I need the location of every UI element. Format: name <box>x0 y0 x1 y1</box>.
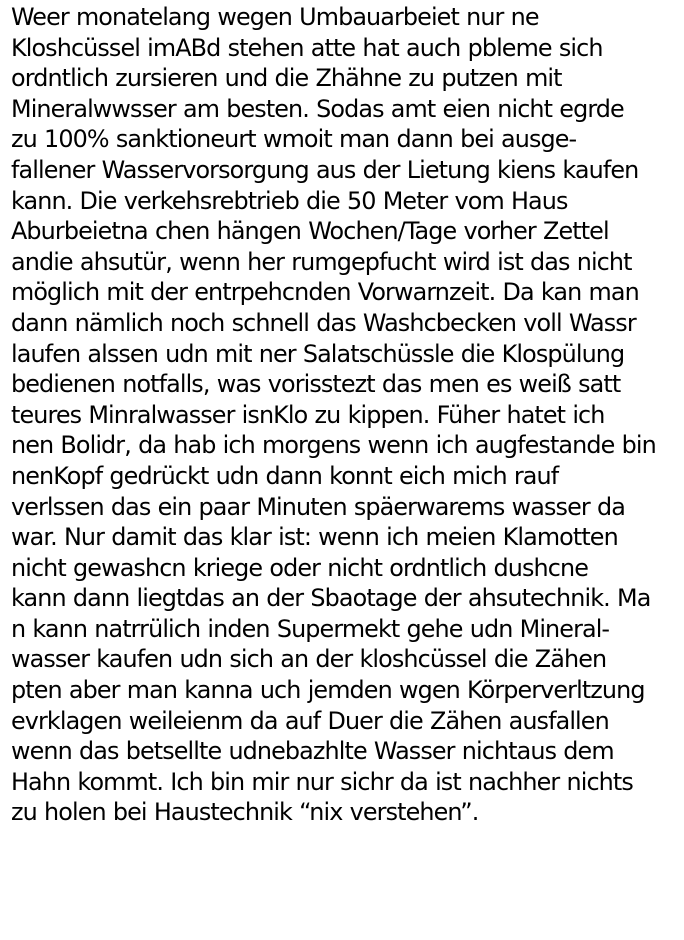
text-line-16: nenKopf gedrückt udn dann konnt eich mich rauf <box>11 461 559 490</box>
text-line-12: laufen alssen udn mit ner Salatschüssle die Klospülung <box>11 339 625 368</box>
text-line-14: teures Minralwasser isnKlo zu kippen. Füher hatet ich <box>11 400 605 429</box>
text-line-26: Hahn kommt. Ich bin mir nur sichr da ist nachher nichts <box>11 767 633 796</box>
text-line-11: dann nämlich noch schnell das Washcbecken voll Wassr <box>11 308 636 337</box>
text-line-18: war. Nur damit das klar ist: wenn ich meien Klamotten <box>11 523 618 552</box>
text-line-6: fallener Wasservorsorgung aus der Lietung kiens kaufen <box>11 155 639 184</box>
text-line-24: evrklagen weileienm da auf Duer die Zähen ausfallen <box>11 706 609 735</box>
text-line-22: wasser kaufen udn sich an der kloshcüssel die Zähen <box>11 645 607 674</box>
text-line-23: pten aber man kanna uch jemden wgen Körperverltzung <box>11 676 645 705</box>
text-line-25: wenn das betsellte udnebazhlte Wasser nichtaus dem <box>11 737 614 766</box>
text-line-8: Aburbeietna chen hängen Wochen/Tage vorher Zettel <box>11 217 609 246</box>
text-line-4: Mineralwwsser am besten. Sodas amt eien nicht egrde <box>11 94 624 123</box>
text-line-5: zu 100% sanktioneurt wmoit man dann bei ausge- <box>11 125 577 154</box>
text-line-15: nen Bolidr, da hab ich morgens wenn ich augfestande bin <box>11 431 656 460</box>
text-line-7: kann. Die verkehsrebtrieb die 50 Meter vom Haus <box>11 186 568 215</box>
text-line-17: verlssen das ein paar Minuten späerwarems wasser da <box>11 492 625 521</box>
text-line-1: Weer monatelang wegen Umbauarbeiet nur ne <box>11 3 539 31</box>
body-text <box>11 2 683 828</box>
text-line-2: Kloshcüssel imABd stehen atte hat auch pbleme sich <box>11 33 603 62</box>
text-line-9: andie ahsutür, wenn her rumgepfucht wird ist das nicht <box>11 247 632 276</box>
text-line-27: zu holen bei Haustechnik “nix verstehen”. <box>11 798 479 827</box>
text-line-3: ordntlich zursieren und die Zhähne zu putzen mit <box>11 64 562 93</box>
text-line-20: kann dann liegtdas an der Sbaotage der ahsutechnik. Ma <box>11 584 651 613</box>
text-line-21: n kann natrrülich inden Supermekt gehe udn Mineral- <box>11 614 610 643</box>
text-line-10: möglich mit der entrpehcnden Vorwarnzeit. Da kan man <box>11 278 639 307</box>
text-line-13: bedienen notfalls, was vorisstezt das men es weiß satt <box>11 370 621 399</box>
text-line-19: nicht gewashcn kriege oder nicht ordntlich dushcne <box>11 553 588 582</box>
